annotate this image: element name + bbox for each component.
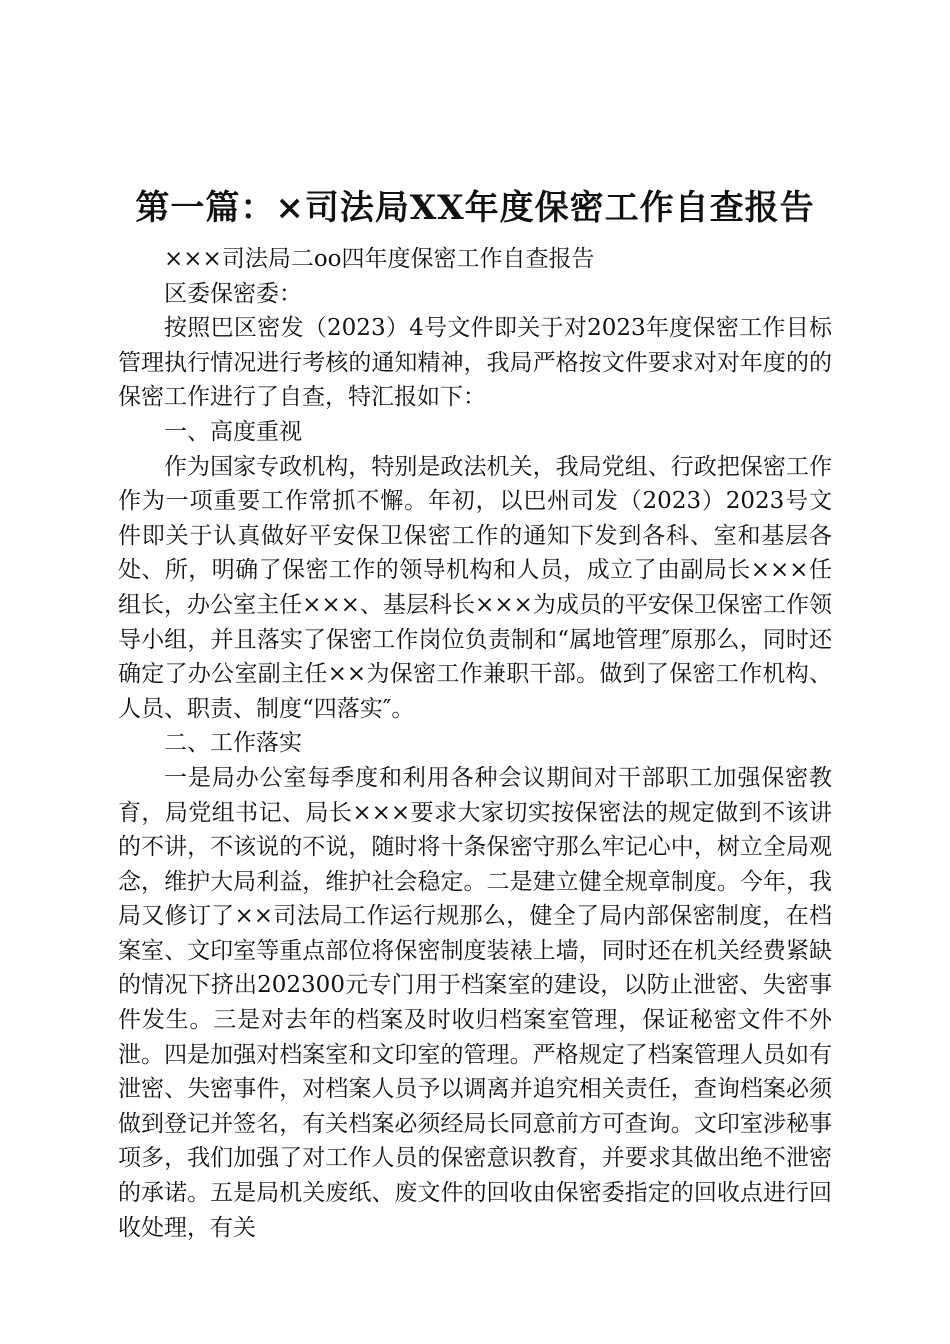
document-page [118, 180, 832, 1245]
section-2-paragraph: 一是局办公室每季度和利用各种会议期间对干部职工加强保密教育，局党组书记、局长×××要求大家切实按保密法的规定做到不该讲的不讲，不该说的不说，随时将十条保密守那么牢记心中，树立全局观念，维护大局利益，维护社会稳定。二是建立健全规章制度。今年，我局又修订了××司法局工作运行规那么，健全了局内部保密制度，在档案室、文印室等重点部位将保密制度装裱上墙，同时还在机关经费紧缺的情况下挤出202300元专门用于档案室的建设，以防止泄密、失密事件发生。三是对去年的档案及时收归档案室管理，保证秘密文件不外泄。四是加强对档案室和文印室的管理。严格规定了档案管理人员如有泄密、失密事件，对档案人员予以调离并追究相关责任，查询档案必须做到登记并签名，有关档案必须经局长同意前方可查询。文印室涉秘事项多，我们加强了对工作人员的保密意识教育，并要求其做出绝不泄密的承诺。五是局机关废纸、废文件的回收由保密委指定的回收点进行回收处理，有关 [118, 764, 832, 1241]
recipient-line: 区委保密委： [164, 280, 302, 307]
section-1-paragraph: 作为国家专政机构，特别是政法机关，我局党组、行政把保密工作作为一项重要工作常抓不懈。年初，以巴州司发（2023）2023号文件即关于认真做好平安保卫保密工作的通知下发到各科、室和基层各处、所，明确了保密工作的领导机构和人员，成立了由副局长×××任组长，办公室主任×××、基层科长×××为成员的平安保卫保密工作领导小组，并且落实了保密工作岗位负责制和“属地管理″原那么，同时还确定了办公室副主任××为保密工作兼职干部。做到了保密工作机构、人员、职责、制度“四落实″。 [118, 453, 832, 722]
intro-paragraph: 按照巴区密发（2023）4号文件即关于对2023年度保密工作目标管理执行情况进行考核的通知精神，我局严格按文件要求对对年度的的保密工作进行了自查，特汇报如下： [118, 315, 832, 411]
section-heading-2: 二、工作落实 [164, 730, 302, 757]
document-title: 第一篇：×司法局XX年度保密工作自查报告 [135, 188, 815, 228]
report-subtitle: ×××司法局二oo四年度保密工作自查报告 [164, 246, 595, 272]
section-heading-1: 一、高度重视 [164, 418, 302, 445]
